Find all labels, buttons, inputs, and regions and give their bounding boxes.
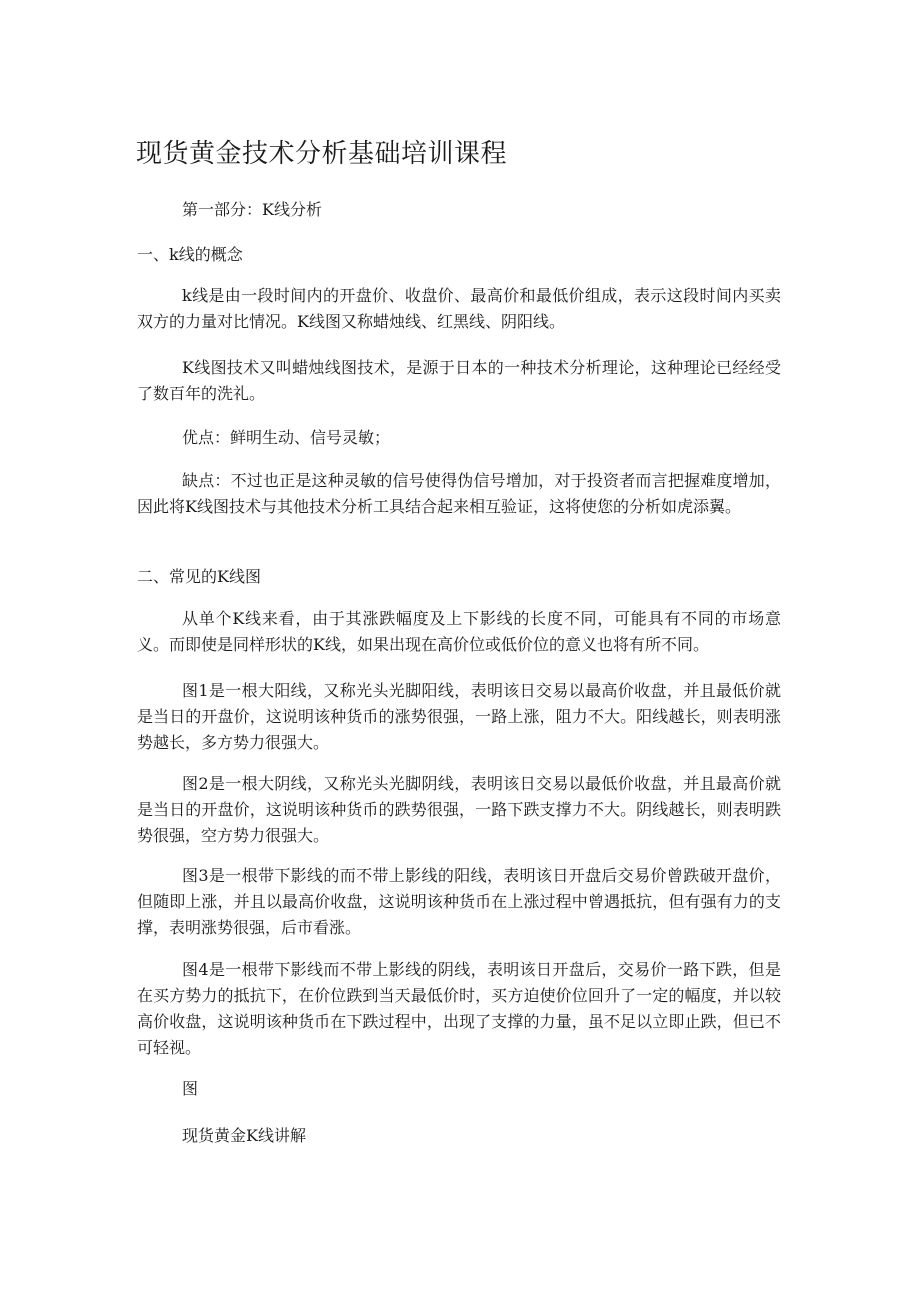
figure-caption: 现货黄金K线讲解 (182, 1126, 306, 1145)
figure-label: 图 (182, 1079, 199, 1098)
section-heading-kline-concept: 一、k线的概念 (137, 245, 243, 264)
paragraph: k线是由一段时间内的开盘价、收盘价、最高价和最低价组成，表示这段时间内买卖双方的力量对比情况。K线图又称蜡烛线、红黑线、阴阳线。 (137, 286, 781, 331)
paragraph-disadvantages: 缺点：不过也正是这种灵敏的信号使得伪信号增加，对于投资者而言把握难度增加，因此将K线图技术与其他技术分析工具结合起来相互验证，这将使您的分析如虎添翼。 (137, 471, 781, 516)
paragraph-advantages: 优点：鲜明生动、信号灵敏； (182, 428, 391, 447)
paragraph: K线图技术又叫蜡烛线图技术，是源于日本的一种技术分析理论，这种理论已经经受了数百年的洗礼。 (137, 358, 781, 403)
paragraph-figure-1: 图1是一根大阳线，又称光头光脚阳线，表明该日交易以最高价收盘，并且最低价就是当日的开盘价，这说明该种货币的涨势很强，一路上涨，阻力不大。阳线越长，则表明涨势越长，多方势力很强大。 (137, 681, 781, 752)
paragraph: 从单个K线来看，由于其涨跌幅度及上下影线的长度不同，可能具有不同的市场意义。而即使是同样形状的K线，如果出现在高价位或低价位的意义也将有所不同。 (137, 609, 781, 654)
section-heading-common-kline: 二、常见的K线图 (137, 567, 261, 586)
paragraph-figure-4: 图4是一根带下影线而不带上影线的阴线，表明该日开盘后，交易价一路下跌，但是在买方势力的抵抗下，在价位跌到当天最低价时，买方迫使价位回升了一定的幅度，并以较高价收盘，这说明该种货币在下跌过程中，出现了支撑的力量，虽不足以立即止跌，但已不可轻视。 (137, 960, 781, 1057)
part-heading: 第一部分：K线分析 (182, 200, 322, 219)
document-title: 现货黄金技术分析基础培训课程 (136, 139, 508, 169)
paragraph-figure-3: 图3是一根带下影线的而不带上影线的阳线，表明该日开盘后交易价曾跌破开盘价，但随即上涨，并且以最高价收盘，这说明该种货币在上涨过程中曾遇抵抗，但有强有力的支撑，表明涨势很强，后市看涨。 (137, 866, 781, 937)
paragraph-figure-2: 图2是一根大阴线，又称光头光脚阴线，表明该日交易以最低价收盘，并且最高价就是当日的开盘价，这说明该种货币的跌势很强，一路下跌支撑力不大。阴线越长，则表明跌势很强，空方势力很强大。 (137, 774, 781, 845)
